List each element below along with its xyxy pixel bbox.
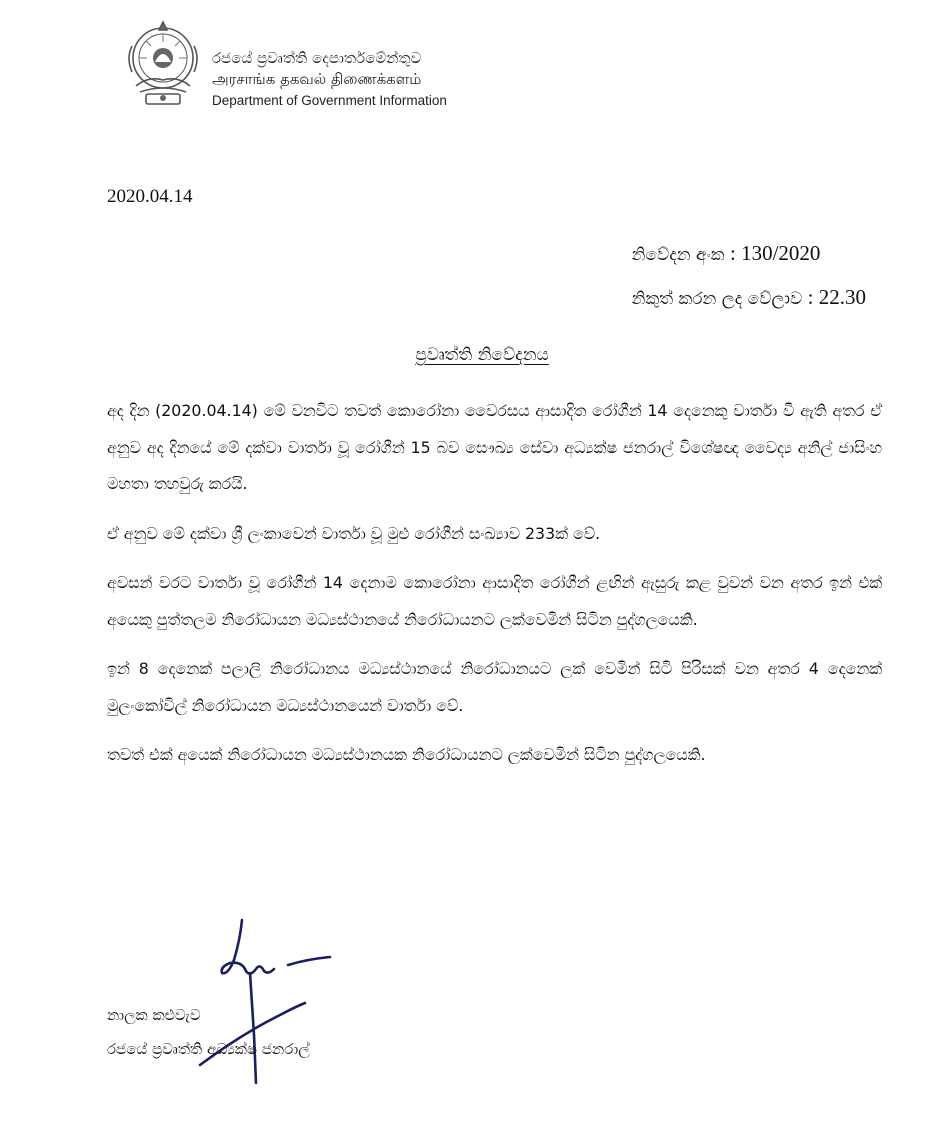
paragraph: අවසන් වරට වාර්තා වූ රෝගීන් 14 දෙනාම කොරෝනා ආසාදිත රෝගීන් ළඟින් ඇසුරු කළ වුවන් වන අතර ඉන් එක් අයෙකු පුත්තලම නිරෝධායන මධ්‍යස්ථානයේ නිරෝධායනට ලක්වෙමින් සිටින පුද්ගලයෙකි.: [107, 573, 882, 629]
issue-time-label: නිකුත් කරන ලද වේලාව: [631, 289, 803, 309]
paragraph: තවත් එක් අයෙක් නිරෝධායන මධ්‍යස්ථානයක නිරෝධායනට ලක්වෙමින් සිටින පුද්ගලයෙකි.: [107, 745, 706, 764]
release-date: 2020.04.14: [107, 186, 193, 207]
notice-number-label: නිවේදන අංක: [631, 245, 725, 265]
org-name-english: Department of Government Information: [212, 93, 447, 108]
signer-title: රජයේ ප්‍රවෘත්ති අධ්‍යක්ෂ ජනරාල්: [107, 1040, 310, 1058]
issue-time-row: [632, 276, 866, 320]
letterhead-text: [212, 48, 447, 111]
state-emblem-icon: [118, 16, 208, 112]
heading-text: ප්‍රවෘත්ති නිවේදනය: [415, 345, 549, 365]
paragraph: ඒ අනුව මේ දක්වා ශ්‍රී ලංකාවෙන් වාර්තා වූ මුළු රෝගීන් සංඛ්‍යාව 233ක් වේ.: [107, 523, 601, 543]
signer-block: [107, 998, 310, 1066]
body-text: [107, 393, 882, 787]
org-name-sinhala: රජයේ ප්‍රවෘත්ති දෙපාර්තමේන්තුව: [212, 49, 422, 67]
signer-name: නාලක කළුවැව: [107, 1006, 201, 1024]
document-heading: [0, 345, 952, 365]
paragraph: අද දින (2020.04.14) මේ වනවිට තවත් කොරෝනා වෛරසය ආසාදිත රෝගීන් 14 දෙනෙකු වාර්තා වී ඇති අතර ඒ අනුව අද දිනයේ මේ දක්වා වාර්තා වූ රෝගීන් 15 බව සෞඛ්‍ය සේවා අධ්‍යක්ෂ ජනරාල් විශේෂඥ වෛද්‍ය අනිල් ජාසිංහ මහතා තහවුරු කරයි.: [107, 401, 882, 493]
paragraph: ඉන් 8 දෙනෙක් පලාලි නිරෝධානය මධ්‍යස්ථානයේ නිරෝධානයට ලක් වෙමින් සිටි පිරිසක් වන අතර 4 දෙනෙක් මුලංකෝවිල් නිරෝධායන මධ්‍යස්ථානයෙන් වාර්තා වේ.: [107, 659, 882, 715]
issue-time-value: : 22.30: [807, 285, 866, 309]
org-name-tamil: அரசாங்க தகவல் திணைக்களம்: [212, 70, 422, 88]
notice-number-row: [632, 232, 866, 276]
notice-meta: [632, 232, 866, 320]
notice-number-value: : 130/2020: [730, 241, 821, 265]
